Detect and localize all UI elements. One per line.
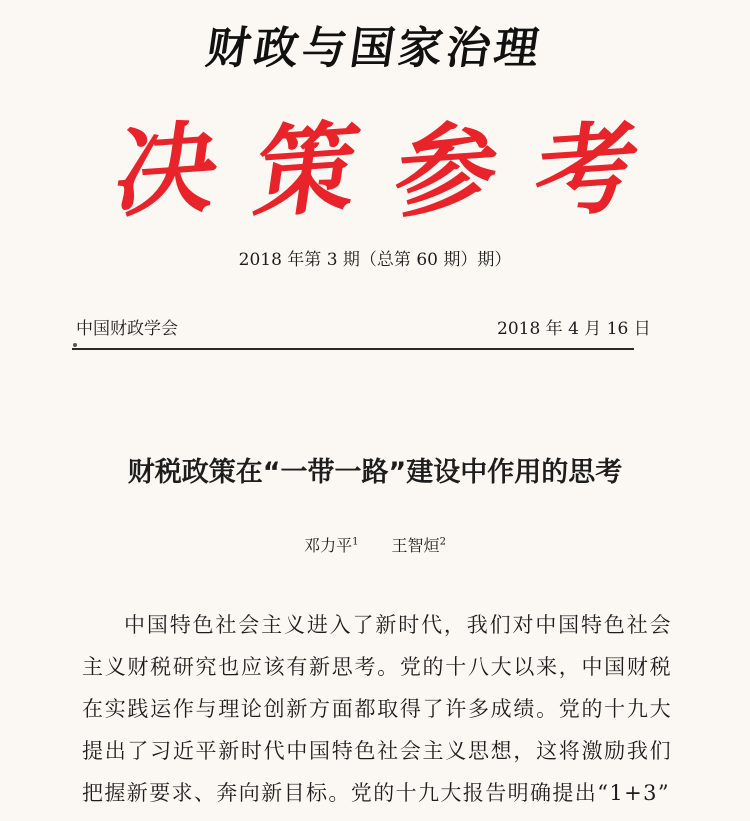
masthead-char-3: 参 xyxy=(387,108,506,233)
header-divider xyxy=(72,348,634,350)
masthead-char-1: 决 xyxy=(107,108,226,233)
author-2 xyxy=(392,536,446,555)
masthead-char-2: 策 xyxy=(247,108,366,233)
organization-name: 中国财政学会 xyxy=(76,319,178,339)
author-1 xyxy=(304,536,358,555)
publication-name: 财政与国家治理 xyxy=(202,23,546,74)
author-2-note: 2 xyxy=(439,536,446,548)
author-1-note: 1 xyxy=(352,536,359,548)
issue-number: 2018 年第 3 期（总第 60 期）期） xyxy=(238,250,512,270)
masthead-title xyxy=(107,90,646,234)
article-title: 财税政策在“一带一路”建设中作用的思考 xyxy=(127,457,623,488)
article-authors xyxy=(0,533,750,556)
punch-hole-mark xyxy=(73,343,77,347)
author-2-name: 王智烜 xyxy=(391,536,440,555)
article-body: 中国特色社会主义进入了新时代，我们对中国特色社会主义财税研究也应该有新思考。党的十八大以来，中国财税在实践运作与理论创新方面都取得了许多成绩。党的十九大提出了习近平新时代中国特色社会主义思想，这将激励我们把握新要求、奔向新目标。党的十九大报告明确提出“1+3” xyxy=(82,613,672,805)
masthead-char-4: 考 xyxy=(527,108,646,233)
issue-date: 2018 年 4 月 16 日 xyxy=(497,319,651,339)
author-1-name: 邓力平 xyxy=(304,536,353,555)
